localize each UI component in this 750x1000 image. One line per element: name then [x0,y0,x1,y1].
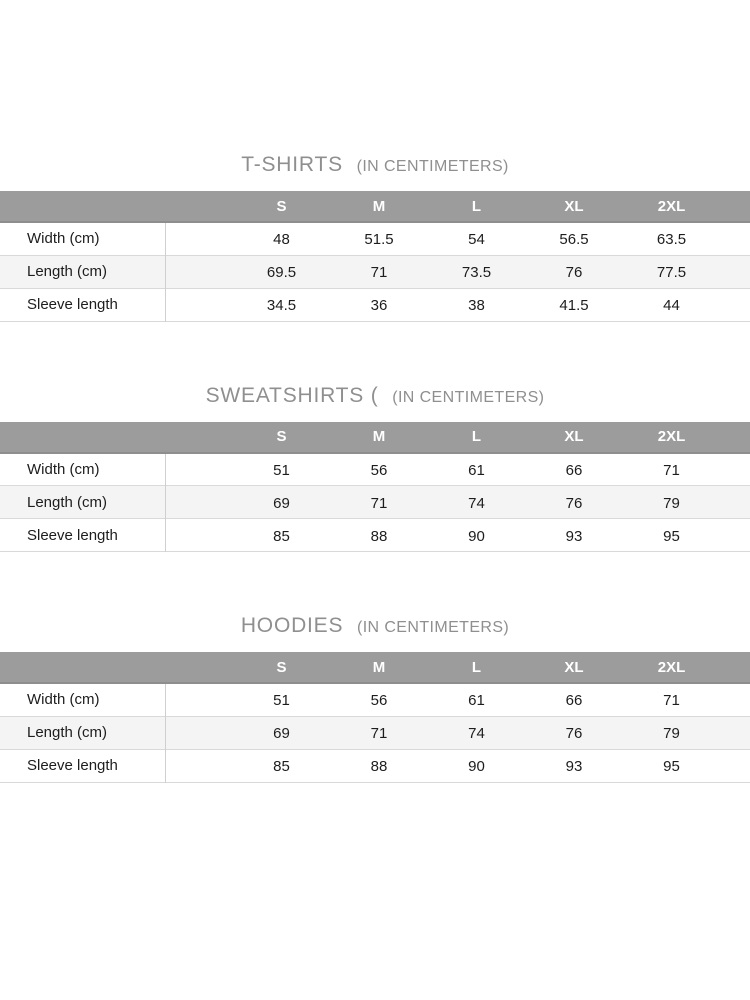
table-title-units: (IN CENTIMETERS) [392,388,545,406]
column-spacer [165,288,233,321]
row-label: Width (cm) [0,453,165,486]
table-title-units: (IN CENTIMETERS) [356,619,510,636]
size-value-cell: 88 [370,527,388,545]
row-label: Length (cm) [0,486,165,519]
size-value-cell: 54 [468,231,485,249]
size-value-cell: 76 [565,264,583,281]
size-value-cell: 51 [273,692,290,710]
column-spacer [165,255,233,288]
size-column-header: S [233,652,330,683]
size-value-cell: 63.5 [656,231,687,249]
column-spacer [165,749,233,782]
row-label: Length (cm) [0,255,165,288]
size-column-header: S [233,191,330,222]
size-column-header: M [330,422,428,453]
row-label: Sleeve length [0,288,165,321]
size-value-cell: 93 [565,758,583,775]
size-value-cell: 41.5 [559,297,589,314]
size-column-header: L [428,652,525,683]
size-column-header: S [233,422,330,453]
size-column-header: XL [525,422,623,453]
row-label: Sleeve length [0,519,165,552]
table-title-text: HOODIES [240,614,344,637]
size-table-section-tshirts [0,150,750,322]
table-row [0,716,750,749]
table-title [0,150,750,178]
row-label: Width (cm) [0,683,165,716]
size-value-cell: 56 [370,461,388,479]
table-row [0,519,750,552]
size-value-cell: 71 [370,494,388,512]
column-spacer [165,191,233,222]
size-table-section-hoodies [0,611,750,783]
table-row [0,683,750,716]
table-row [0,453,750,486]
size-value-cell: 48 [273,231,290,249]
size-value-cell: 36 [370,297,388,314]
size-column-header: XL [525,652,623,683]
size-value-cell: 93 [565,527,583,545]
size-header-row [0,191,750,222]
column-spacer [165,652,233,683]
size-value-cell: 85 [273,758,290,775]
column-spacer [720,255,750,288]
size-table-sweatshirts [0,422,750,553]
column-spacer [720,519,750,552]
table-row [0,255,750,288]
size-header-row [0,422,750,453]
row-label: Width (cm) [0,222,165,255]
size-table-hoodies [0,652,750,783]
size-value-cell: 56.5 [559,231,589,249]
size-value-cell: 95 [663,527,680,545]
column-spacer [165,519,233,552]
size-value-cell: 79 [663,494,680,512]
size-value-cell: 76 [565,725,583,742]
size-value-cell: 44 [663,297,680,314]
size-table-tshirts [0,191,750,322]
size-value-cell: 66 [565,461,583,479]
column-spacer [165,716,233,749]
column-spacer [0,652,165,683]
size-value-cell: 95 [663,758,680,775]
size-column-header: L [428,422,525,453]
size-value-cell: 73.5 [461,264,492,281]
table-title [0,611,750,639]
size-header-row [0,652,750,683]
size-value-cell: 88 [370,758,388,775]
size-column-header: M [330,652,428,683]
size-column-header: 2XL [623,652,720,683]
size-value-cell: 85 [273,527,290,545]
size-value-cell: 74 [468,494,485,512]
column-spacer [720,652,750,683]
table-title-text: T-SHIRTS [241,153,343,176]
size-value-cell: 34.5 [266,297,297,314]
size-column-header: 2XL [623,191,720,222]
table-row [0,486,750,519]
column-spacer [720,422,750,453]
size-value-cell: 38 [468,297,485,314]
column-spacer [720,222,750,255]
table-title [0,381,750,409]
column-spacer [720,191,750,222]
table-title-text: SWEATSHIRTS ( [205,383,379,407]
size-value-cell: 71 [370,264,388,281]
table-title-units: (IN CENTIMETERS) [356,158,509,175]
size-value-cell: 74 [468,725,485,742]
size-value-cell: 69.5 [266,264,297,281]
size-value-cell: 90 [468,527,485,545]
column-spacer [165,422,233,453]
size-value-cell: 71 [370,725,388,742]
column-spacer [720,486,750,519]
size-value-cell: 56 [370,692,388,710]
table-row [0,288,750,321]
size-value-cell: 61 [468,461,485,479]
row-label: Length (cm) [0,716,165,749]
size-value-cell: 77.5 [656,264,687,281]
size-table-section-sweatshirts [0,381,750,553]
size-column-header: L [428,191,525,222]
size-value-cell: 51.5 [364,231,394,249]
column-spacer [720,749,750,782]
size-column-header: 2XL [623,422,720,453]
size-value-cell: 66 [565,692,583,710]
size-value-cell: 76 [565,494,583,512]
size-column-header: XL [525,191,623,222]
column-spacer [720,288,750,321]
size-value-cell: 51 [273,461,290,479]
column-spacer [165,222,233,255]
column-spacer [720,683,750,716]
table-row [0,749,750,782]
size-value-cell: 69 [273,494,290,512]
column-spacer [720,453,750,486]
size-value-cell: 71 [663,692,680,710]
size-value-cell: 71 [663,461,680,479]
column-spacer [165,683,233,716]
size-value-cell: 90 [468,758,485,775]
size-value-cell: 79 [663,725,680,742]
size-column-header: M [330,191,428,222]
table-row [0,222,750,255]
column-spacer [0,422,165,453]
column-spacer [165,453,233,486]
size-value-cell: 69 [273,725,290,742]
row-label: Sleeve length [0,749,165,782]
column-spacer [0,191,165,222]
column-spacer [165,486,233,519]
column-spacer [720,716,750,749]
size-value-cell: 61 [468,692,485,710]
